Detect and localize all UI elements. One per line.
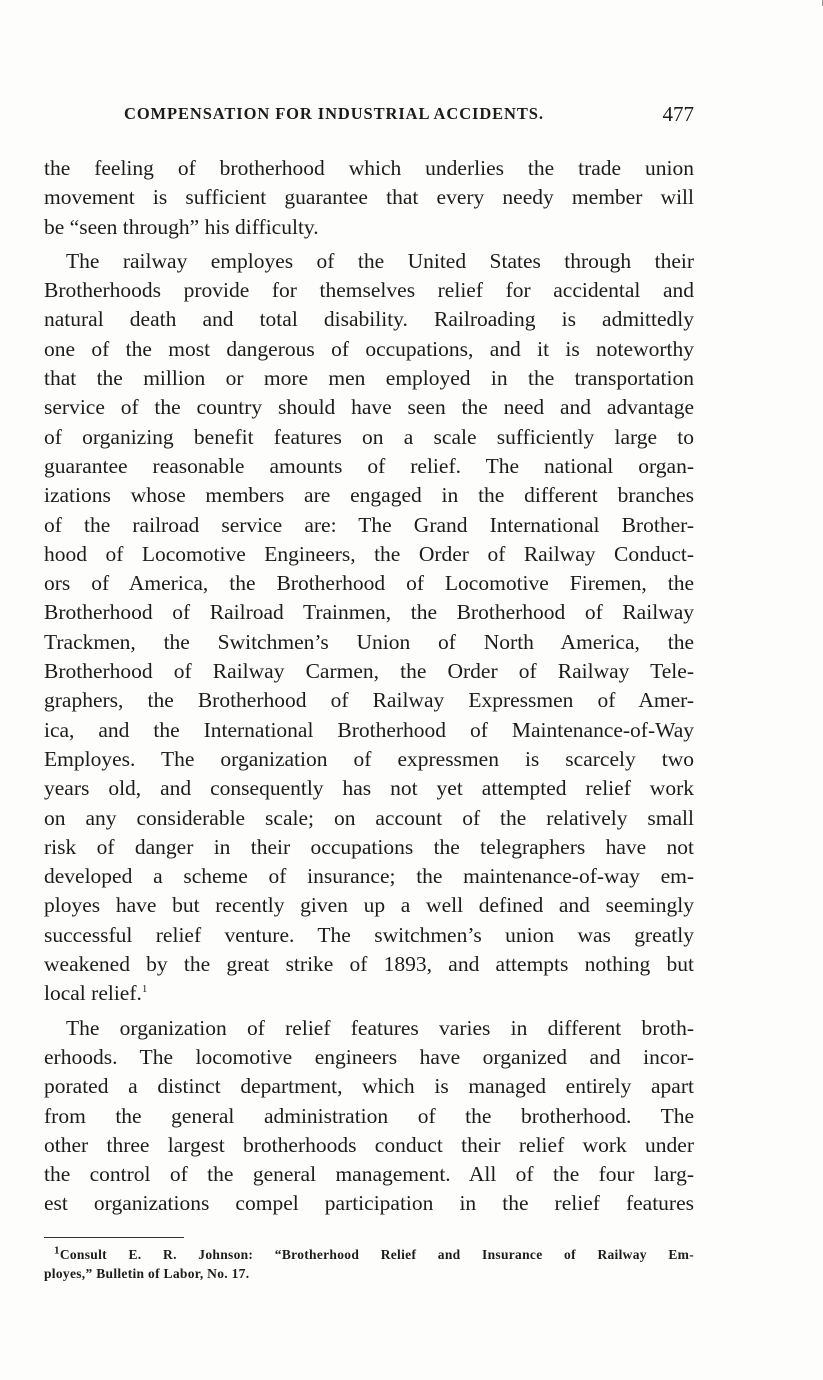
text-line: natural death and total disability. Railroading is admittedly (44, 307, 694, 332)
text-line: graphers, the Brotherhood of Railway Expressmen of Amer- (44, 688, 694, 713)
footnote-text: Consult E. R. Johnson: “Brotherhood Relief and Insurance of Railway Em- (59, 1247, 694, 1262)
footnote (44, 1245, 694, 1283)
text-line: izations whose members are engaged in the different branches (44, 483, 694, 508)
text-line: from the general administration of the brotherhood. The (44, 1103, 694, 1128)
text-line: local relief. (44, 981, 142, 1006)
text-line: of organizing benefit features on a scale sufficiently large to (44, 424, 694, 449)
paragraph-1 (44, 154, 694, 242)
text-line: other three largest brotherhoods conduct their relief work under (44, 1132, 694, 1157)
text-line: movement is sufficient guarantee that every needy member will (44, 185, 694, 210)
footnote-line (44, 1245, 694, 1264)
text-line: of the railroad service are: The Grand International Brother- (44, 512, 694, 537)
text-line: on any considerable scale; on account of the relatively small (44, 805, 694, 830)
running-title: COMPENSATION FOR INDUSTRIAL ACCIDENTS. (124, 104, 544, 123)
text-line: that the million or more men employed in the transportation (44, 366, 694, 391)
text-line: Trackmen, the Switchmen’s Union of North America, the (44, 629, 694, 654)
text-line-with-footnote-ref (44, 979, 694, 1008)
text-line: The railway employes of the United States through their (66, 248, 694, 273)
text-line: Employes. The organization of expressmen is scarcely two (44, 746, 694, 771)
text-line: ors of America, the Brotherhood of Locomotive Firemen, the (44, 571, 694, 596)
paragraph-3 (44, 1014, 694, 1219)
text-line: service of the country should have seen the need and advantage (44, 395, 694, 420)
footnote-marker: 1 (54, 1244, 60, 1257)
text-line: developed a scheme of insurance; the maintenance-of-way em- (44, 864, 694, 889)
text-line: successful relief venture. The switchmen’s union was greatly (44, 922, 694, 947)
paragraph-2 (44, 247, 694, 1009)
text-line: guarantee reasonable amounts of relief. The national organ- (44, 453, 694, 478)
text-line: one of the most dangerous of occupations, and it is noteworthy (44, 336, 694, 361)
text-line: ica, and the International Brotherhood of Maintenance-of-Way (44, 717, 694, 742)
text-line: Brotherhood of Railway Carmen, the Order of Railway Tele- (44, 659, 694, 684)
text-line: years old, and consequently has not yet attempted relief work (44, 776, 694, 801)
text-line: risk of danger in their occupations the telegraphers have not (44, 834, 694, 859)
text-line: weakened by the great strike of 1893, and attempts nothing but (44, 952, 694, 977)
text-line: erhoods. The locomotive engineers have organized and incor- (44, 1044, 694, 1069)
text-line: be “seen through” his difficulty. (44, 214, 319, 239)
text-line: Brotherhoods provide for themselves relief for accidental and (44, 278, 694, 303)
text-line: porated a distinct department, which is managed entirely apart (44, 1074, 694, 1099)
text-line: the control of the general management. All of the four larg- (44, 1162, 694, 1187)
text-line: the feeling of brotherhood which underlies the trade union (44, 156, 694, 180)
text-line: Brotherhood of Railroad Trainmen, the Brotherhood of Railway (44, 600, 694, 625)
page-header (44, 100, 694, 130)
page-number: 477 (662, 102, 694, 126)
text-line: The organization of relief features varies in different broth- (66, 1015, 694, 1040)
text-line: hood of Locomotive Engineers, the Order of Railway Conduct- (44, 541, 694, 566)
footnote-reference: 1 (141, 983, 148, 996)
body-text (44, 154, 694, 1219)
text-line: est organizations compel participation in the relief features (44, 1191, 694, 1216)
footnote-line: ployes,” Bulletin of Labor, No. 17. (44, 1266, 250, 1281)
text-line: ployes have but recently given up a well defined and seemingly (44, 893, 694, 918)
footnote-divider (44, 1237, 184, 1238)
